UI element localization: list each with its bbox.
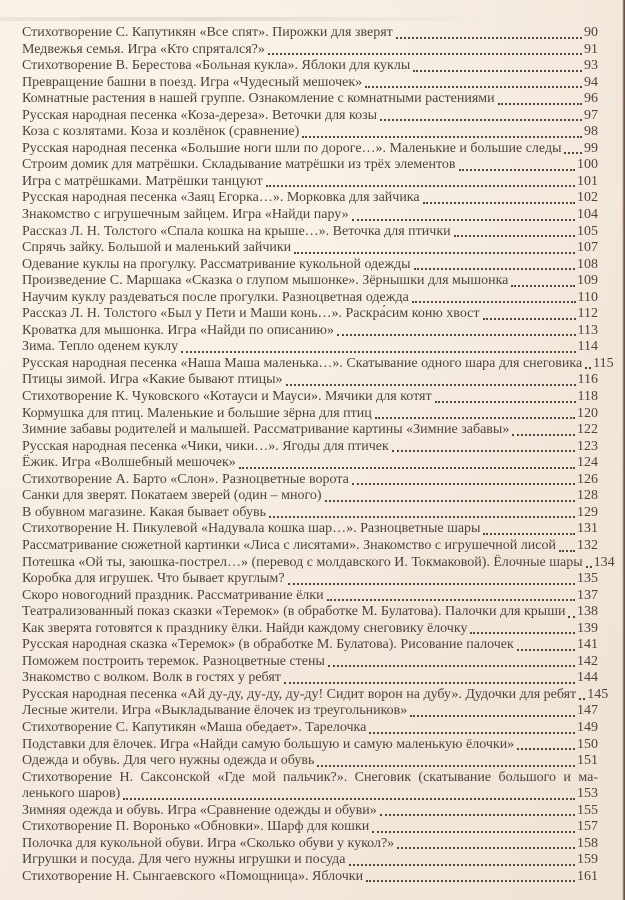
page-number: 110 bbox=[577, 289, 598, 305]
toc-entry bbox=[22, 488, 598, 505]
toc-entry bbox=[22, 852, 598, 869]
page-number: 126 bbox=[577, 471, 598, 487]
page-number: 91 bbox=[584, 41, 598, 57]
toc-entry bbox=[22, 604, 598, 621]
toc-entry bbox=[22, 654, 598, 671]
toc-entry bbox=[22, 58, 598, 75]
toc-entry bbox=[22, 521, 598, 538]
toc-entry bbox=[22, 157, 598, 174]
dotted-leader bbox=[413, 70, 582, 72]
entry-title: Поможем построить теремок. Разноцветные стены bbox=[22, 653, 325, 669]
entry-title: Птицы зимой. Игра «Какие бывают птицы» bbox=[22, 372, 283, 388]
toc-entry bbox=[22, 141, 598, 158]
toc-entry bbox=[22, 224, 598, 241]
toc-entry bbox=[22, 621, 598, 638]
toc-list bbox=[22, 25, 615, 885]
entry-title: Медвежья семья. Игра «Кто спрятался?» bbox=[22, 41, 265, 57]
dotted-leader bbox=[317, 765, 575, 767]
entry-title: Кормушка для птиц. Маленькие и большие зёрна для птиц bbox=[22, 405, 372, 421]
entry-title: Санки для зверят. Покатаем зверей (один – много) bbox=[22, 488, 322, 504]
page-number: 153 bbox=[577, 786, 598, 802]
entry-title: Стихотворение К. Чуковского «Котауси и Мауси». Мячики для котят bbox=[22, 389, 432, 405]
page-number: 105 bbox=[577, 223, 598, 239]
page-number: 94 bbox=[584, 74, 598, 90]
toc-entry bbox=[22, 803, 598, 820]
entry-title: Коза с козлятами. Коза и козлёнок (сравнение) bbox=[22, 124, 300, 140]
dotted-leader bbox=[585, 367, 591, 369]
page-number: 122 bbox=[577, 422, 598, 438]
toc-entry bbox=[22, 108, 598, 125]
entry-title: Русская народная песенка «Наша Маша маленька…». Скатывание одного шара для снеговика bbox=[22, 355, 583, 371]
toc-entry bbox=[22, 355, 614, 373]
entry-title: Стихотворение А. Барто «Слон». Разноцветные ворота bbox=[22, 471, 349, 487]
page-number: 128 bbox=[577, 488, 598, 504]
entry-title: Рассказ Л. Н. Толстого «Спала кошка на крыше…». Веточка для птички bbox=[22, 223, 451, 239]
page-number: 100 bbox=[577, 157, 598, 173]
dotted-leader bbox=[294, 252, 575, 254]
page-number: 101 bbox=[577, 173, 598, 189]
toc-entry bbox=[22, 273, 598, 290]
entry-title: Знакомство с волком. Волк в гостях у ребят bbox=[22, 670, 281, 686]
toc-entry bbox=[22, 174, 598, 191]
toc-entry bbox=[22, 389, 598, 406]
page-number: 139 bbox=[577, 620, 598, 636]
entry-title: Зима. Тепло оденем куклу bbox=[22, 339, 179, 355]
dotted-leader bbox=[328, 665, 575, 667]
toc-entry bbox=[22, 554, 615, 572]
toc-entry bbox=[22, 670, 598, 687]
page-number: 149 bbox=[577, 719, 598, 735]
toc-entry bbox=[22, 42, 598, 59]
dotted-leader bbox=[470, 632, 575, 634]
dotted-leader bbox=[483, 533, 575, 535]
dotted-leader bbox=[239, 467, 575, 469]
dotted-leader bbox=[380, 814, 575, 816]
toc-entry bbox=[22, 472, 598, 489]
page-number: 93 bbox=[584, 58, 598, 74]
entry-title: Русская народная сказка «Теремок» (в обработке М. Булатова). Рисование палочек bbox=[22, 637, 514, 653]
dotted-leader bbox=[349, 864, 575, 866]
toc-entry bbox=[22, 588, 598, 605]
dotted-leader bbox=[579, 698, 585, 700]
entry-title: Игра с матрёшками. Матрёшки танцуют bbox=[22, 173, 263, 189]
dotted-leader bbox=[325, 500, 575, 502]
toc-entry bbox=[22, 439, 598, 456]
page-number: 120 bbox=[577, 405, 598, 421]
page-number: 142 bbox=[577, 653, 598, 669]
page-number: 161 bbox=[577, 868, 598, 884]
entry-title: Русская народная песенка «Чики, чики…». Ягоды для птичек bbox=[22, 438, 389, 454]
page-number: 90 bbox=[584, 25, 598, 40]
page-number: 107 bbox=[577, 240, 598, 256]
page-number: 141 bbox=[577, 637, 598, 653]
page-number: 155 bbox=[577, 802, 598, 818]
entry-title: Подставки для ёлочек. Игра «Найди самую большую и самую маленькую ёлочки» bbox=[22, 736, 515, 752]
page-number: 147 bbox=[577, 703, 598, 719]
dotted-leader bbox=[392, 450, 575, 452]
toc-entry bbox=[22, 91, 598, 108]
dotted-leader bbox=[352, 483, 575, 485]
page-number: 157 bbox=[577, 819, 598, 835]
dotted-leader bbox=[410, 715, 575, 717]
dotted-leader bbox=[414, 268, 575, 270]
page-number: 129 bbox=[577, 504, 598, 520]
page-number: 115 bbox=[593, 355, 614, 371]
dotted-leader bbox=[337, 334, 576, 336]
page-number: 98 bbox=[584, 124, 598, 140]
page-number: 97 bbox=[584, 107, 598, 123]
entry-title: Скоро новогодний праздник. Рассматривание ёлки bbox=[22, 587, 324, 603]
entry-title: Зимние забавы родителей и малышей. Рассматривание картины «Зимние забавы» bbox=[22, 422, 510, 438]
toc-entry bbox=[22, 455, 598, 472]
dotted-leader bbox=[517, 649, 575, 651]
page-number: 145 bbox=[587, 686, 609, 702]
page-number: 118 bbox=[577, 389, 598, 405]
toc-entry bbox=[22, 836, 598, 853]
entry-title: Театрализованный показ сказки «Теремок» (в обработке М. Булатова). Палочки для крыши bbox=[22, 604, 566, 620]
dotted-leader bbox=[327, 599, 575, 601]
dotted-leader bbox=[372, 831, 575, 833]
page-number: 135 bbox=[577, 571, 598, 587]
page-number: 158 bbox=[577, 835, 598, 851]
toc-entry bbox=[22, 819, 598, 836]
dotted-leader bbox=[286, 384, 576, 386]
toc-entry bbox=[22, 190, 598, 207]
entry-title: Стихотворение С. Капутикян «Маша обедает». Тарелочка bbox=[22, 719, 367, 735]
page-number: 113 bbox=[577, 322, 598, 338]
entry-title: Рассматривание сюжетной картинки «Лиса с лисятами». Знакомство с игрушечной лисой bbox=[22, 537, 556, 553]
page-number: 151 bbox=[577, 753, 598, 769]
entry-title: Строим домик для матрёшки. Складывание матрёшки из трёх элементов bbox=[22, 157, 456, 173]
entry-title: Одежда и обувь. Для чего нужны одежда и обувь bbox=[22, 753, 315, 769]
toc-entry bbox=[22, 372, 598, 389]
page-number: 150 bbox=[577, 736, 598, 752]
dotted-leader bbox=[454, 235, 575, 237]
dotted-leader bbox=[268, 53, 582, 55]
dotted-leader bbox=[266, 185, 575, 187]
dotted-leader bbox=[375, 417, 575, 419]
page-number: 144 bbox=[577, 670, 598, 686]
entry-title: Произведение С. Маршака «Сказка о глупом мышонке». Зёрнышки для мышонка bbox=[22, 273, 509, 289]
entry-title: Игрушки и посуда. Для чего нужны игрушки и посуда bbox=[22, 852, 346, 868]
toc-entry bbox=[22, 422, 598, 439]
page-number: 123 bbox=[577, 438, 598, 454]
entry-title: Стихотворение Н. Пикулевой «Надувала кошка шар…». Разноцветные шары bbox=[22, 521, 481, 537]
dotted-leader bbox=[369, 732, 575, 734]
dotted-leader bbox=[302, 136, 582, 138]
dotted-leader bbox=[512, 434, 575, 436]
toc-entry bbox=[22, 290, 598, 307]
dotted-leader bbox=[269, 516, 575, 518]
toc-entry bbox=[22, 786, 598, 803]
toc-entry bbox=[22, 339, 598, 356]
entry-title: Стихотворение С. Капутикян «Все спят». Пирожки для зверят bbox=[22, 25, 393, 40]
dotted-leader bbox=[517, 748, 575, 750]
dotted-leader bbox=[366, 880, 575, 882]
dotted-leader bbox=[288, 583, 575, 585]
dotted-leader bbox=[396, 37, 582, 39]
toc-entry bbox=[22, 25, 598, 42]
dotted-leader bbox=[352, 219, 575, 221]
entry-title: Лесные жители. Игра «Выкладывание ёлочек из треугольников» bbox=[22, 703, 408, 719]
dotted-leader bbox=[397, 847, 575, 849]
entry-title: Комнатные растения в нашей группе. Ознакомление с комнатными растениями bbox=[22, 91, 495, 107]
page-number: 109 bbox=[577, 273, 598, 289]
entry-title: Русская народная песенка «Ай ду-ду, ду-ду, ду-ду! Сидит ворон на дубу». Дудочки для ребят bbox=[22, 686, 577, 702]
toc-entry bbox=[22, 207, 598, 224]
dotted-leader bbox=[423, 202, 575, 204]
toc-entry bbox=[22, 737, 598, 754]
entry-title: Полочка для кукольной обуви. Игра «Сколько обуви у кукол?» bbox=[22, 835, 395, 851]
dotted-leader bbox=[586, 566, 592, 568]
toc-entry bbox=[22, 240, 598, 257]
dotted-leader bbox=[483, 318, 576, 320]
entry-title: Кроватка для мышонка. Игра «Найди по описанию» bbox=[22, 322, 334, 338]
scan-crease-shadow bbox=[0, 17, 520, 21]
entry-title: Как зверята готовятся к празднику ёлки. Найди каждому снеговику ёлочку bbox=[22, 620, 468, 636]
page-number: 131 bbox=[577, 521, 598, 537]
entry-title: В обувном магазине. Какая бывает обувь bbox=[22, 504, 266, 520]
toc-entry bbox=[22, 720, 598, 737]
dotted-leader bbox=[564, 152, 582, 154]
toc-entry bbox=[22, 505, 598, 522]
entry-title: Потешка «Ой ты, заюшка-пострел…» (перевод с молдавского И. Токмаковой). Ёлочные шары bbox=[22, 554, 583, 570]
toc-entry bbox=[22, 538, 598, 555]
entry-title: Спрячь зайку. Большой и маленький зайчики bbox=[22, 240, 292, 256]
page-number: 138 bbox=[577, 604, 598, 620]
page-number: 112 bbox=[577, 306, 598, 322]
page-number: 134 bbox=[593, 554, 615, 570]
dotted-leader bbox=[412, 301, 576, 303]
dotted-leader bbox=[498, 103, 582, 105]
page-number: 96 bbox=[584, 91, 598, 107]
entry-title: Стихотворение Н. Сынгаевского «Помощница». Яблочки bbox=[22, 868, 364, 884]
dotted-leader bbox=[459, 169, 575, 171]
entry-title: Стихотворение П. Воронько «Обновки». Шарф для кошки bbox=[22, 819, 370, 835]
toc-entry bbox=[22, 753, 598, 770]
dotted-leader bbox=[559, 550, 575, 552]
toc-entry bbox=[22, 323, 598, 340]
toc-entry bbox=[22, 703, 598, 720]
page-number: 137 bbox=[577, 587, 598, 603]
entry-title: Стихотворение В. Берестова «Больная кукла». Яблоки для куклы bbox=[22, 58, 411, 74]
entry-title: Рассказ Л. Н. Толстого «Был у Пети и Маши конь…». Раскра́сим коню хвост bbox=[22, 306, 480, 322]
dotted-leader bbox=[568, 616, 575, 618]
dotted-leader bbox=[435, 401, 576, 403]
entry-title: Русская народная песенка «Коза-дереза». Веточки для козы bbox=[22, 107, 378, 123]
toc-entry-wrapped-line1: Стихотворение Н. Саксонской «Где мой пальчик?». Снеговик (скатывание большого и ма- bbox=[22, 769, 598, 785]
entry-title: Научим куклу раздеваться после прогулки. Разноцветная одежда bbox=[22, 289, 409, 305]
page-number: 124 bbox=[577, 455, 598, 471]
entry-title: Русская народная песенка «Заяц Егорка…». Морковка для зайчика bbox=[22, 190, 420, 206]
page-number: 114 bbox=[577, 339, 598, 355]
page-number: 116 bbox=[577, 372, 598, 388]
page-number: 99 bbox=[584, 140, 598, 156]
toc-entry bbox=[22, 571, 598, 588]
dotted-leader bbox=[380, 119, 582, 121]
dotted-leader bbox=[284, 682, 575, 684]
page-number: 102 bbox=[577, 190, 598, 206]
entry-title: Ёжик. Игра «Волшебный мешочек» bbox=[22, 455, 236, 471]
toc-entry bbox=[22, 75, 598, 92]
entry-title: Знакомство с игрушечным зайцем. Игра «Найди пару» bbox=[22, 207, 349, 223]
toc-entry bbox=[22, 869, 598, 886]
entry-title: Одевание куклы на прогулку. Рассматривание кукольной одежды bbox=[22, 256, 411, 272]
dotted-leader bbox=[365, 86, 582, 88]
page-number: 132 bbox=[577, 537, 598, 553]
toc-entry bbox=[22, 124, 598, 141]
toc-entry bbox=[22, 257, 598, 274]
toc-entry bbox=[22, 686, 609, 704]
dotted-leader bbox=[511, 285, 575, 287]
entry-title: Зимняя одежда и обувь. Игра «Сравнение одежды и обуви» bbox=[22, 802, 377, 818]
dotted-leader bbox=[181, 351, 575, 353]
entry-title: Коробка для игрушек. Что бывает круглым? bbox=[22, 571, 285, 587]
entry-title: ленького шаров) bbox=[22, 786, 121, 802]
entry-title: Превращение башни в поезд. Игра «Чудесный мешочек» bbox=[22, 74, 363, 90]
dotted-leader bbox=[123, 798, 575, 800]
toc-entry bbox=[22, 406, 598, 423]
toc-entry bbox=[22, 306, 598, 323]
page-number: 108 bbox=[577, 256, 598, 272]
page-number: 159 bbox=[577, 852, 598, 868]
toc-entry bbox=[22, 637, 598, 654]
page-number: 104 bbox=[577, 207, 598, 223]
entry-title: Русская народная песенка «Большие ноги шли по дороге…». Маленькие и большие следы bbox=[22, 140, 562, 156]
